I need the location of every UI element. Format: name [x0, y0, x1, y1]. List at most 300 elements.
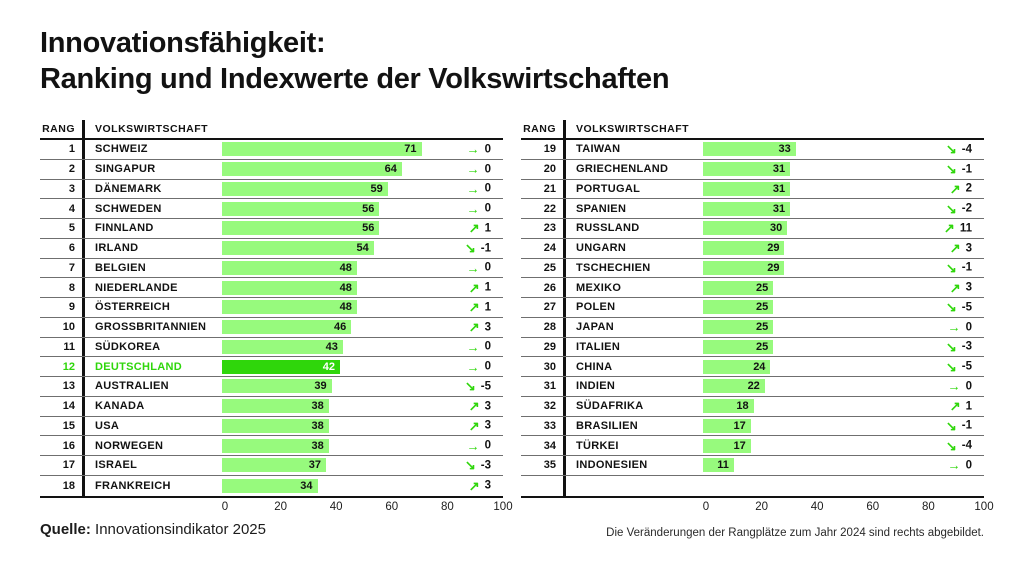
- rank-change: [946, 439, 972, 452]
- economy-column-header: VOLKSWIRTSCHAFT: [576, 123, 690, 135]
- arrow-right-icon: →: [947, 457, 961, 473]
- bar-zone: [703, 259, 984, 278]
- table-row: [40, 199, 503, 219]
- value-bar: [703, 241, 784, 255]
- table-row: [40, 377, 503, 397]
- axis-tick-label: 0: [221, 500, 229, 513]
- arrow-up-right-icon: ↗: [468, 299, 480, 315]
- axis-tick-label: 80: [440, 500, 454, 513]
- country-label: INDONESIEN: [576, 459, 648, 472]
- bar-value-label: 25: [756, 340, 769, 353]
- bar-value-label: 38: [311, 419, 324, 432]
- source-note: [40, 521, 266, 538]
- arrow-down-right-icon: ↘: [945, 339, 957, 355]
- country-label: AUSTRALIEN: [95, 380, 169, 393]
- rank-column-header: RANG: [521, 120, 566, 138]
- country-label: DÄNEMARK: [95, 182, 162, 195]
- rank-change: [467, 202, 491, 215]
- arrow-right-icon: →: [466, 260, 480, 276]
- arrow-up-right-icon: ↗: [468, 418, 480, 434]
- arrow-down-right-icon: ↘: [945, 141, 957, 157]
- rank-change: [467, 360, 491, 373]
- bar-zone: [703, 357, 984, 376]
- rank-change: [948, 321, 972, 334]
- rank-change: [469, 321, 491, 334]
- axis-tick-label: 80: [921, 500, 935, 513]
- arrow-down-right-icon: ↘: [464, 378, 476, 394]
- rank-cell: 6: [40, 239, 85, 258]
- change-value: 1: [484, 222, 491, 235]
- bar-zone: [703, 278, 984, 297]
- arrow-down-right-icon: ↘: [945, 299, 957, 315]
- change-value: 2: [965, 182, 972, 195]
- change-value: 1: [484, 301, 491, 314]
- change-value: 0: [484, 163, 491, 176]
- bar-value-label: 33: [778, 143, 791, 156]
- change-value: 3: [965, 242, 972, 255]
- table-row: [40, 357, 503, 377]
- title-line-2: Ranking und Indexwerte der Volkswirtschaften: [40, 62, 670, 95]
- value-bar: [222, 379, 332, 393]
- rank-change: [467, 182, 491, 195]
- country-label: SÜDAFRIKA: [576, 400, 644, 413]
- table-row: [521, 239, 984, 259]
- rank-change: [469, 301, 491, 314]
- table-row: [521, 456, 984, 476]
- table-row: [521, 259, 984, 279]
- rank-cell: 1: [40, 140, 85, 159]
- change-value: -5: [961, 301, 972, 314]
- axis-tick-label: 60: [866, 500, 880, 513]
- rank-change: [948, 380, 972, 393]
- rank-change: [950, 281, 972, 294]
- rank-change: [469, 281, 491, 294]
- country-label: UNGARN: [576, 242, 627, 255]
- table-row: [521, 417, 984, 437]
- bar-value-label: 17: [733, 439, 746, 452]
- arrow-up-right-icon: ↗: [949, 280, 961, 296]
- table-row: [40, 456, 503, 476]
- country-label: TAIWAN: [576, 143, 621, 156]
- change-value: 0: [484, 143, 491, 156]
- change-value: 3: [484, 321, 491, 334]
- bar-zone: [222, 417, 503, 436]
- rank-change: [950, 242, 972, 255]
- table-row: [521, 357, 984, 377]
- change-value: -2: [961, 202, 972, 215]
- bar-zone: [222, 259, 503, 278]
- country-label: RUSSLAND: [576, 222, 640, 235]
- rank-cell: 31: [521, 377, 566, 396]
- table-row: [40, 397, 503, 417]
- value-bar: [703, 261, 784, 275]
- table-body: [521, 140, 984, 498]
- rank-change: [469, 479, 491, 492]
- change-value: 0: [484, 360, 491, 373]
- bar-zone: [703, 436, 984, 455]
- rank-cell: 9: [40, 298, 85, 317]
- country-label: CHINA: [576, 360, 613, 373]
- rank-cell: 19: [521, 140, 566, 159]
- change-value: 3: [965, 281, 972, 294]
- arrow-down-right-icon: ↘: [945, 260, 957, 276]
- rank-cell: 10: [40, 318, 85, 337]
- arrow-down-right-icon: ↘: [945, 359, 957, 375]
- rank-cell: 11: [40, 338, 85, 357]
- arrow-right-icon: →: [947, 319, 961, 335]
- change-value: 1: [484, 281, 491, 294]
- country-label: SCHWEDEN: [95, 202, 162, 215]
- value-bar: [222, 340, 343, 354]
- bar-zone: [703, 199, 984, 218]
- table-row: [40, 219, 503, 239]
- bar-value-label: 17: [733, 419, 746, 432]
- arrow-down-right-icon: ↘: [945, 161, 957, 177]
- change-value: -4: [961, 439, 972, 452]
- table-row: [40, 318, 503, 338]
- bar-value-label: 38: [311, 400, 324, 413]
- bar-value-label: 25: [756, 301, 769, 314]
- bar-value-label: 24: [753, 360, 766, 373]
- country-label: POLEN: [576, 301, 616, 314]
- table-row: [521, 278, 984, 298]
- table-row: [521, 338, 984, 358]
- rank-change: [944, 222, 972, 235]
- change-value: -1: [961, 419, 972, 432]
- rank-cell: 7: [40, 259, 85, 278]
- change-value: -1: [480, 242, 491, 255]
- arrow-up-right-icon: ↗: [468, 280, 480, 296]
- table-row: [521, 140, 984, 160]
- value-bar: [222, 399, 329, 413]
- bar-zone: [222, 436, 503, 455]
- bar-value-label: 31: [772, 182, 786, 195]
- table-row: [521, 219, 984, 239]
- table-row: [40, 417, 503, 437]
- arrow-right-icon: →: [466, 438, 480, 454]
- bar-value-label: 48: [339, 261, 352, 274]
- arrow-right-icon: →: [947, 378, 961, 394]
- rank-change: [946, 301, 972, 314]
- bar-zone: [703, 338, 984, 357]
- bar-value-label: 39: [314, 380, 327, 393]
- axis-tick-label: 60: [385, 500, 399, 513]
- rank-change: [467, 439, 491, 452]
- rank-cell: 3: [40, 180, 85, 199]
- bar-value-label: 59: [370, 182, 383, 195]
- bar-zone: [703, 377, 984, 396]
- table-row: [40, 239, 503, 259]
- rank-cell: 28: [521, 318, 566, 337]
- bar-value-label: 22: [747, 380, 760, 393]
- rank-cell: 32: [521, 397, 566, 416]
- change-value: -1: [961, 261, 972, 274]
- bar-value-label: 56: [362, 202, 375, 215]
- source-label: Quelle:: [40, 521, 91, 538]
- value-bar: [222, 182, 388, 196]
- change-value: 1: [965, 400, 972, 413]
- value-bar: [703, 162, 790, 176]
- bar-zone: [222, 338, 503, 357]
- country-label: SINGAPUR: [95, 163, 156, 176]
- rank-change: [469, 419, 491, 432]
- table-row: [40, 338, 503, 358]
- ranking-tables: [40, 120, 994, 516]
- value-bar: [222, 162, 402, 176]
- change-value: 3: [484, 400, 491, 413]
- x-axis-right: [521, 500, 994, 516]
- arrow-up-right-icon: ↗: [468, 319, 480, 335]
- value-bar: [703, 281, 773, 295]
- table-row: [521, 436, 984, 456]
- country-label: BELGIEN: [95, 261, 146, 274]
- country-label: FINNLAND: [95, 222, 154, 235]
- bar-zone: [222, 298, 503, 317]
- rank-cell: 24: [521, 239, 566, 258]
- country-label: ITALIEN: [576, 340, 621, 353]
- rank-change: [467, 163, 491, 176]
- bar-zone: [222, 239, 503, 258]
- value-bar: [703, 439, 751, 453]
- table-header: [521, 120, 984, 140]
- bar-zone: [703, 239, 984, 258]
- value-bar: [222, 261, 357, 275]
- rank-cell: 8: [40, 278, 85, 297]
- country-label: TÜRKEI: [576, 439, 619, 452]
- bar-zone: [222, 456, 503, 475]
- bar-zone: [703, 456, 984, 475]
- value-bar: [703, 221, 787, 235]
- rank-change: [465, 242, 491, 255]
- country-label: DEUTSCHLAND: [95, 360, 183, 373]
- rank-cell: 12: [40, 357, 85, 376]
- bar-value-label: 56: [362, 222, 375, 235]
- rank-cell: [521, 476, 566, 496]
- bar-zone: [703, 417, 984, 436]
- rank-change: [469, 400, 491, 413]
- value-bar: [222, 300, 357, 314]
- arrow-right-icon: →: [466, 359, 480, 375]
- table-row: [521, 199, 984, 219]
- change-value: 11: [959, 222, 972, 235]
- arrow-down-right-icon: ↘: [945, 201, 957, 217]
- rank-cell: 30: [521, 357, 566, 376]
- title-line-1: Innovationsfähigkeit:: [40, 27, 326, 59]
- country-label: MEXIKO: [576, 281, 622, 294]
- ranking-table-left: [40, 120, 513, 516]
- value-bar: [222, 320, 351, 334]
- bar-zone: [703, 140, 984, 159]
- value-bar: [703, 320, 773, 334]
- arrow-down-right-icon: ↘: [464, 240, 476, 256]
- bar-value-label: 43: [325, 340, 338, 353]
- country-label: SPANIEN: [576, 202, 627, 215]
- arrow-right-icon: →: [466, 161, 480, 177]
- bar-value-label: 48: [339, 281, 352, 294]
- rank-change: [946, 360, 972, 373]
- x-axis-left: [40, 500, 513, 516]
- bar-value-label: 25: [756, 321, 769, 334]
- country-label: SÜDKOREA: [95, 340, 161, 353]
- value-bar: [703, 399, 754, 413]
- bar-zone: [222, 357, 503, 376]
- bar-zone: [222, 377, 503, 396]
- country-label: TSCHECHIEN: [576, 261, 651, 274]
- bar-zone: [703, 397, 984, 416]
- rank-cell: 14: [40, 397, 85, 416]
- rank-change: [467, 261, 491, 274]
- bar-value-label: 31: [772, 163, 786, 176]
- rank-change: [469, 222, 491, 235]
- value-bar: [222, 439, 329, 453]
- country-label: ÖSTERREICH: [95, 301, 171, 314]
- bar-zone: [222, 397, 503, 416]
- table-row: [40, 160, 503, 180]
- axis-tick-label: 100: [974, 500, 994, 513]
- arrow-up-right-icon: ↗: [468, 398, 480, 414]
- table-row: [521, 397, 984, 417]
- value-bar: [222, 458, 326, 472]
- rank-change: [465, 380, 491, 393]
- country-label: NIEDERLANDE: [95, 281, 178, 294]
- rank-cell: 16: [40, 436, 85, 455]
- arrow-right-icon: →: [466, 339, 480, 355]
- rank-cell: 26: [521, 278, 566, 297]
- table-rows: [521, 140, 984, 476]
- rank-cell: 29: [521, 338, 566, 357]
- rank-cell: 5: [40, 219, 85, 238]
- value-bar: [703, 458, 734, 472]
- bar-value-label: 11: [717, 459, 729, 472]
- table-row: [40, 259, 503, 279]
- table-row: [40, 298, 503, 318]
- change-value: 0: [965, 321, 972, 334]
- rank-cell: 21: [521, 180, 566, 199]
- rank-cell: 27: [521, 298, 566, 317]
- change-value: 0: [484, 340, 491, 353]
- country-label: INDIEN: [576, 380, 616, 393]
- bar-zone: [222, 476, 503, 496]
- bar-value-label: 37: [308, 459, 321, 472]
- table-row: [40, 140, 503, 160]
- change-value: 0: [484, 182, 491, 195]
- axis-tick-label: 40: [329, 500, 343, 513]
- bar-zone: [222, 140, 503, 159]
- table-row: [40, 436, 503, 456]
- arrow-up-right-icon: ↗: [949, 181, 961, 197]
- arrow-down-right-icon: ↘: [945, 438, 957, 454]
- country-label: SCHWEIZ: [95, 143, 148, 156]
- rank-change: [465, 459, 491, 472]
- country-label: PORTUGAL: [576, 182, 641, 195]
- rank-change: [946, 202, 972, 215]
- bar-value-label: 42: [322, 360, 336, 373]
- change-value: -3: [480, 459, 491, 472]
- bar-zone: [222, 180, 503, 199]
- arrow-up-right-icon: ↗: [949, 398, 961, 414]
- bar-value-label: 18: [736, 400, 749, 413]
- bar-value-label: 29: [767, 261, 780, 274]
- bar-value-label: 48: [339, 301, 352, 314]
- value-bar: [222, 281, 357, 295]
- rank-change: [467, 340, 491, 353]
- change-value: -5: [961, 360, 972, 373]
- value-bar: [703, 340, 773, 354]
- arrow-up-right-icon: ↗: [949, 240, 961, 256]
- change-value: 0: [484, 202, 491, 215]
- rank-change: [946, 419, 972, 432]
- rank-change: [950, 182, 972, 195]
- axis-tick-label: 20: [274, 500, 287, 513]
- table-row: [521, 318, 984, 338]
- empty-row: [521, 476, 984, 496]
- change-value: -1: [961, 163, 972, 176]
- rank-change: [946, 143, 972, 156]
- rank-cell: 20: [521, 160, 566, 179]
- bar-value-label: 34: [300, 479, 313, 492]
- rank-change: [950, 400, 972, 413]
- value-bar: [222, 360, 340, 374]
- axis-tick-label: 0: [702, 500, 710, 513]
- bar-value-label: 30: [770, 222, 783, 235]
- change-value: -4: [961, 143, 972, 156]
- value-bar: [703, 419, 751, 433]
- ranking-table-right: [521, 120, 994, 516]
- value-bar: [222, 479, 318, 493]
- rank-cell: 25: [521, 259, 566, 278]
- rank-change: [948, 459, 972, 472]
- value-bar: [222, 142, 422, 156]
- value-bar: [703, 142, 796, 156]
- rank-cell: 33: [521, 417, 566, 436]
- value-bar: [703, 182, 790, 196]
- rank-column-header: RANG: [40, 120, 85, 138]
- change-value: -5: [480, 380, 491, 393]
- value-bar: [222, 241, 374, 255]
- rank-change: [946, 261, 972, 274]
- country-label: BRASILIEN: [576, 419, 638, 432]
- table-row: [521, 377, 984, 397]
- arrow-down-right-icon: ↘: [945, 418, 957, 434]
- rank-cell: 23: [521, 219, 566, 238]
- country-label: KANADA: [95, 400, 145, 413]
- table-rows: [40, 140, 503, 496]
- change-value: -3: [961, 340, 972, 353]
- value-bar: [222, 202, 379, 216]
- bar-zone: [222, 219, 503, 238]
- bar-zone: [222, 278, 503, 297]
- bar-value-label: 29: [767, 242, 780, 255]
- value-bar: [703, 379, 765, 393]
- country-label: NORWEGEN: [95, 439, 164, 452]
- rank-cell: 15: [40, 417, 85, 436]
- arrow-right-icon: →: [466, 201, 480, 217]
- axis-tick-label: 20: [755, 500, 768, 513]
- source-text: Innovationsindikator 2025: [90, 521, 266, 538]
- bar-zone: [222, 199, 503, 218]
- table-header: [40, 120, 503, 140]
- rank-cell: 18: [40, 476, 85, 496]
- arrow-up-right-icon: ↗: [943, 220, 955, 236]
- bar-value-label: 46: [334, 321, 347, 334]
- rank-change: [946, 340, 972, 353]
- country-label: ISRAEL: [95, 459, 138, 472]
- rank-cell: 13: [40, 377, 85, 396]
- table-row: [40, 278, 503, 298]
- country-label: USA: [95, 419, 120, 432]
- arrow-right-icon: →: [466, 141, 480, 157]
- country-label: JAPAN: [576, 321, 614, 334]
